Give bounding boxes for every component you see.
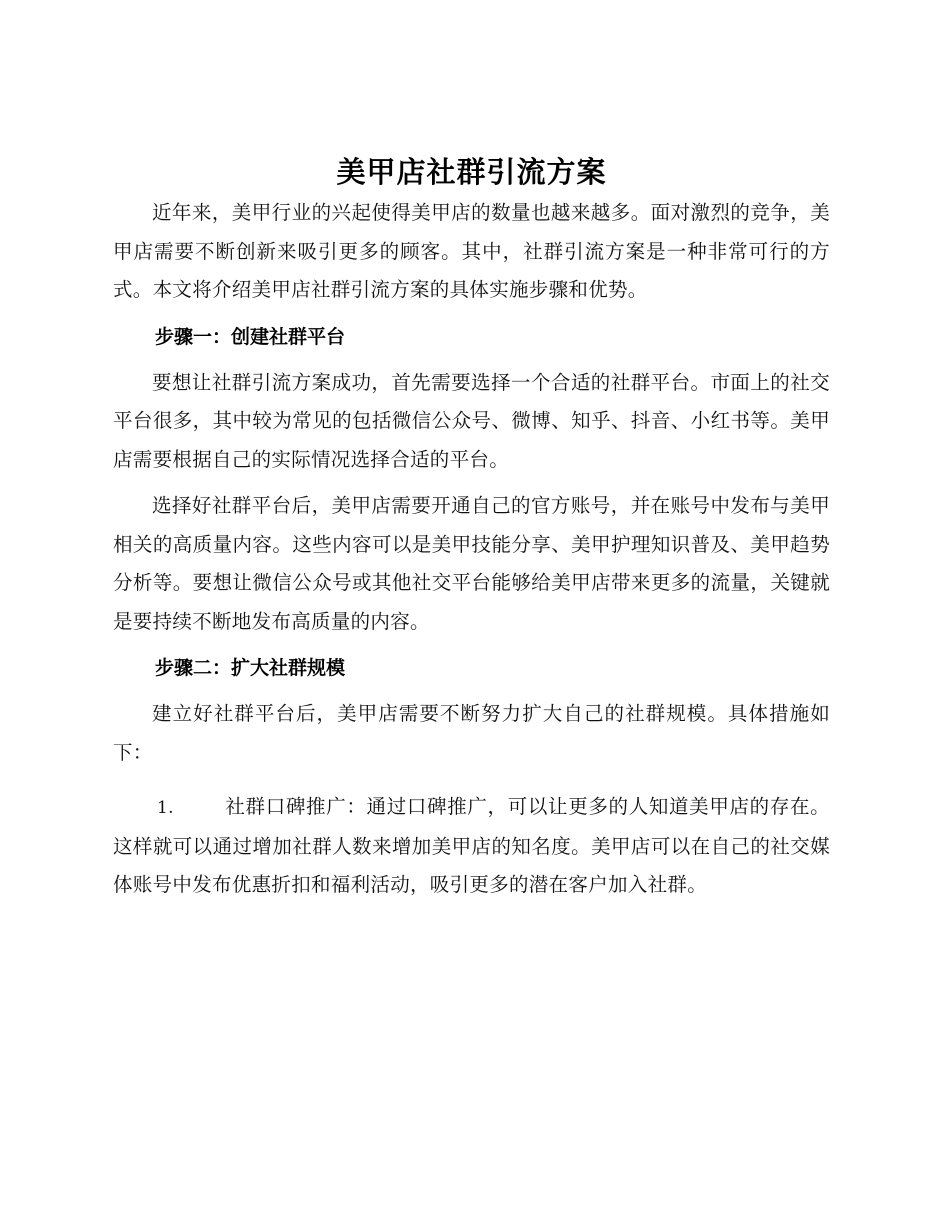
intro-paragraph: 近年来，美甲行业的兴起使得美甲店的数量也越来越多。面对激烈的竞争，美甲店需要不断创新来吸引更多的顾客。其中，社群引流方案是一种非常可行的方式。本文将介绍美甲店社群引流方案的具体实施步骤和优势。 [113,201,830,301]
list-number: 1. [157,798,174,818]
step1-paragraph-1: 要想让社群引流方案成功，首先需要选择一个合适的社群平台。市面上的社交平台很多，其中较为常见的包括微信公众号、微博、知乎、抖音、小红书等。美甲店需要根据自己的实际情况选择合适的平台。 [113,370,830,471]
step1-heading: 步骤一：创建社群平台 [155,325,346,348]
step2-heading: 步骤二：扩大社群规模 [155,657,346,679]
spacer [113,772,830,788]
step2-paragraph-1: 建立好社群平台后，美甲店需要不断努力扩大自己的社群规模。具体措施如下： [113,702,830,764]
spacer [113,356,830,364]
step1-paragraph-2: 选择好社群平台后，美甲店需要开通自己的官方账号，并在账号中发布与美甲相关的高质量内容。这些内容可以是美甲技能分享、美甲护理知识普及、美甲趋势分析等。要想让微信公众号或其他社交平台能够给美甲店带来更多的流量，关键就是要持续不断地发布高质量的内容。 [113,494,830,633]
document-body [113,150,830,905]
spacer [113,310,830,318]
document-title: 美甲店社群引流方案 [336,155,607,189]
spacer [113,641,830,649]
spacer [113,687,830,695]
spacer [113,479,830,487]
list-text: 社群口碑推广：通过口碑推广，可以让更多的人知道美甲店的存在。这样就可以通过增加社群人数来增加美甲店的知名度。美甲店可以在自己的社交媒体账号中发布优惠折扣和福利活动，吸引更多的潜在客户加入社群。 [113,795,830,896]
list-item [113,788,830,905]
